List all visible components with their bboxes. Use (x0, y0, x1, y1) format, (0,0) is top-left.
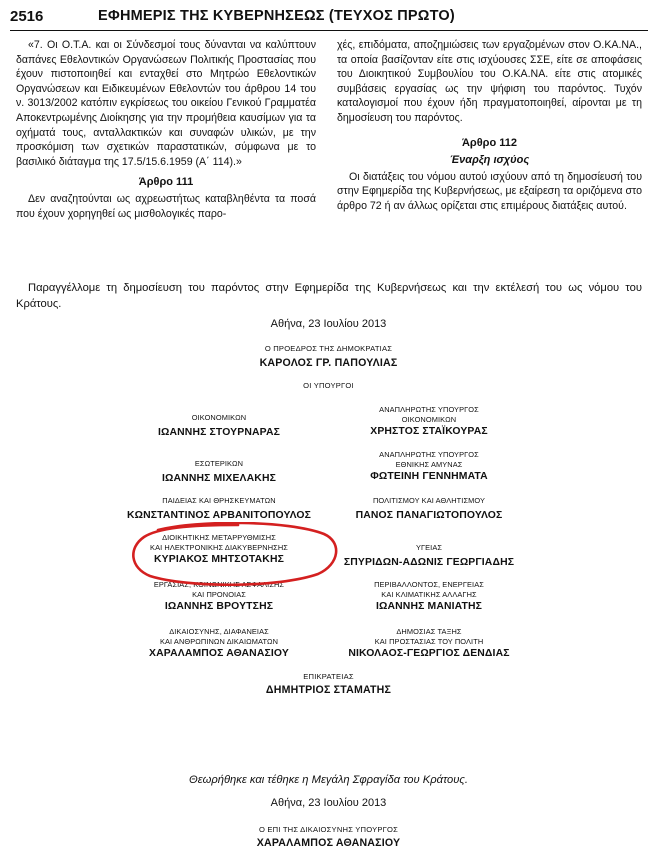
page-number: 2516 (10, 8, 44, 25)
minister-name: ΝΙΚΟΛΑΟΣ-ΓΕΩΡΓΙΟΣ ΔΕΝΔΙΑΣ (348, 648, 510, 659)
minister-name: ΣΠΥΡΙΔΩΝ-ΑΔΩΝΙΣ ΓΕΩΡΓΙΑΔΗΣ (343, 557, 515, 568)
minister-name: ΙΩΑΝΝΗΣ ΜΑΝΙΑΤΗΣ (375, 601, 483, 612)
minister-title-line2: ΟΙΚΟΝΟΜΙΚΩΝ (401, 415, 457, 424)
minister-title: ΑΝΑΠΛΗΡΩΤΗΣ ΥΠΟΥΡΓΟΣ (379, 450, 479, 459)
seal-text: Θεωρήθηκε και τέθηκε η Μεγάλη Σφραγίδα του Κράτους. (189, 774, 468, 786)
minister-title: ΔΙΚΑΙΟΣΥΝΗΣ, ΔΙΑΦΑΝΕΙΑΣ (169, 627, 269, 636)
header-rule (10, 30, 648, 31)
page-header (10, 8, 650, 32)
article-111-heading: Άρθρο 111 (138, 176, 194, 189)
minister-title-line2: ΚΑΙ ΚΛΙΜΑΤΙΚΗΣ ΑΛΛΑΓΗΣ (381, 590, 477, 599)
article-111-text: Δεν αναζητούνται ως αχρεωστήτως καταβληθέντα τα ποσά που έχουν χορηγηθεί ως μισθολογικές παρο- (16, 193, 316, 220)
minister-title-line2: ΚΑΙ ΗΛΕΚΤΡΟΝΙΚΗΣ ΔΙΑΚΥΒΕΡΝΗΣΗΣ (150, 543, 288, 552)
state-minister-name: ΔΗΜΗΤΡΙΟΣ ΣΤΑΜΑΤΗΣ (265, 684, 392, 696)
minister-title-line2: ΚΑΙ ΠΡΟΝΟΙΑΣ (192, 590, 246, 599)
minister-name: ΙΩΑΝΝΗΣ ΣΤΟΥΡΝΑΡΑΣ (157, 427, 280, 438)
minister-title: ΥΓΕΙΑΣ (415, 543, 443, 552)
minister-title-line2: ΚΑΙ ΑΝΘΡΩΠΙΝΩΝ ΔΙΚΑΙΩΜΑΤΩΝ (159, 637, 279, 646)
red-circle-annotation (128, 522, 340, 586)
article-112-title: Έναρξη ισχύος (449, 153, 530, 166)
minister-interior (118, 459, 320, 486)
minister-name: ΦΩΤΕΙΝΗ ΓΕΝΝΗΜΑΤΑ (370, 471, 488, 482)
paragraph-7: «7. Οι Ο.Τ.Α. και οι Σύνδεσμοί τους δύνανται να καλύπτουν δαπάνες Εθελοντικών Οργανώσεων Πολιτικής Προστασίας που έχουν πιστοποιηθεί και ενταχθεί στο Μητρώο Εθελοντικών Οργανώσεων και Ειδικευμένων Εθελοντών του άρθρου 14 του ν. 3013/2002 κατόπιν εγκρίσεως του οικείου Γενικού Γραμματέα Αποκεντρωμένης Διοίκησης για την προμήθεια καυσίμων για τα οχήματά τους, ανταλλακτικών και συναφών υλικών, με την προσκόμιση των σχετικών παραστατικών, σύμφωνα με το βασιλικό διάταγμα της 17.5/15.6.1959 (Α΄ 114).» (16, 39, 316, 168)
president-label: Ο ΠΡΟΕΔΡΟΣ ΤΗΣ ΔΗΜΟΚΡΑΤΙΑΣ (264, 344, 393, 353)
minister-name: ΠΑΝΟΣ ΠΑΝΑΓΙΩΤΟΠΟΥΛΟΣ (355, 510, 503, 521)
date-line-2: Αθήνα, 23 Ιουλίου 2013 (270, 797, 387, 809)
article-111-continuation: χές, επιδόματα, αποζημιώσεις των εργαζομένων στον Ο.ΚΑ.ΝΑ., τα οποία βασίζονταν είτε στις ισχύουσες ΣΣΕ, είτε σε αποφάσεις του Διοικητικού Συμβουλίου του Ο.ΚΑ.ΝΑ. είτε στις ατομικές συμβάσεις εργασίας ως την ψήφιση του παρόντος. Τυχόν καταλογισμοί που έχουν ήδη πραγματοποιηθεί, αίρονται με τη δημοσίευση του παρόντος. (337, 39, 642, 124)
president-name: ΚΑΡΟΛΟΣ ΓΡ. ΠΑΠΟΥΛΙΑΣ (259, 357, 398, 369)
minister-title: ΠΕΡΙΒΑΛΛΟΝΤΟΣ, ΕΝΕΡΓΕΙΑΣ (374, 580, 484, 589)
minister-title: ΠΟΛΙΤΙΣΜΟΥ ΚΑΙ ΑΘΛΗΤΙΣΜΟΥ (372, 496, 486, 505)
minister-health (322, 543, 536, 570)
deputy-minister-defence (322, 450, 536, 484)
right-column (337, 38, 642, 213)
minister-name: ΚΩΝΣΤΑΝΤΙΝΟΣ ΑΡΒΑΝΙΤΟΠΟΥΛΟΣ (126, 510, 312, 521)
red-circle-stroke (133, 523, 336, 585)
minister-name: ΧΡΗΣΤΟΣ ΣΤΑΪΚΟΥΡΑΣ (370, 426, 488, 437)
minister-culture (322, 496, 536, 523)
deputy-minister-finance (322, 405, 536, 439)
ministers-label: ΟΙ ΥΠΟΥΡΓΟΙ (303, 381, 354, 390)
promulgation-text: Παραγγέλλομε τη δημοσίευση του παρόντος στην Εφημερίδα της Κυβερνήσεως και την εκτέλεσή του ως νόμου του Κράτους. (16, 282, 642, 310)
minister-finance (118, 413, 320, 440)
minister-title: ΔΗΜΟΣΙΑΣ ΤΑΞΗΣ (396, 627, 462, 636)
minister-public-order (322, 627, 536, 661)
justice-minister-name: ΧΑΡΑΛΑΜΠΟΣ ΑΘΑΝΑΣΙΟΥ (256, 837, 401, 849)
gazette-title: ΕΦΗΜΕΡΙΣ ΤΗΣ ΚΥΒΕΡΝΗΣΕΩΣ (ΤΕΥΧΟΣ ΠΡΩΤΟ) (98, 8, 455, 24)
minister-environment (322, 580, 536, 614)
minister-name: ΧΑΡΑΛΑΜΠΟΣ ΑΘΑΝΑΣΙΟΥ (149, 648, 289, 659)
date-line: Αθήνα, 23 Ιουλίου 2013 (270, 318, 387, 330)
minister-title-line2: ΚΑΙ ΠΡΟΣΤΑΣΙΑΣ ΤΟΥ ΠΟΛΙΤΗ (374, 637, 484, 646)
left-column (16, 38, 316, 222)
justice-minister-label: Ο ΕΠΙ ΤΗΣ ΔΙΚΑΙΟΣΥΝΗΣ ΥΠΟΥΡΓΟΣ (258, 825, 398, 834)
minister-title: ΠΑΙΔΕΙΑΣ ΚΑΙ ΘΡΗΣΚΕΥΜΑΤΩΝ (162, 496, 276, 505)
minister-title: ΑΝΑΠΛΗΡΩΤΗΣ ΥΠΟΥΡΓΟΣ (379, 405, 479, 414)
minister-justice (118, 627, 320, 661)
article-112-text: Οι διατάξεις του νόμου αυτού ισχύουν από τη δημοσίευσή του στην Εφημερίδα της Κυβερνήσεως, με εξαίρεση τα οριζόμενα στο άρθρο 72 ή αν άλλως ορίζεται στις επιμέρους διατάξεις αυτού. (337, 170, 642, 212)
minister-title: ΟΙΚΟΝΟΜΙΚΩΝ (191, 413, 247, 422)
minister-name: ΙΩΑΝΝΗΣ ΜΙΧΕΛΑΚΗΣ (162, 473, 276, 484)
minister-name: ΚΥΡΙΑΚΟΣ ΜΗΤΣΟΤΑΚΗΣ (154, 554, 284, 565)
minister-name: ΙΩΑΝΝΗΣ ΒΡΟΥΤΣΗΣ (164, 601, 274, 612)
minister-title-line2: ΕΘΝΙΚΗΣ ΑΜΥΝΑΣ (395, 460, 463, 469)
article-112-heading: Άρθρο 112 (461, 136, 518, 149)
minister-title: ΕΡΓΑΣΙΑΣ, ΚΟΙΝΩΝΙΚΗΣ ΑΣΦΑΛΙΣΗΣ (153, 580, 285, 589)
minister-education (118, 496, 320, 523)
state-minister-label: ΕΠΙΚΡΑΤΕΙΑΣ (303, 672, 354, 681)
minister-title: ΔΙΟΙΚΗΤΙΚΗΣ ΜΕΤΑΡΡΥΘΜΙΣΗΣ (162, 533, 276, 542)
minister-title: ΕΣΩΤΕΡΙΚΩΝ (194, 459, 244, 468)
